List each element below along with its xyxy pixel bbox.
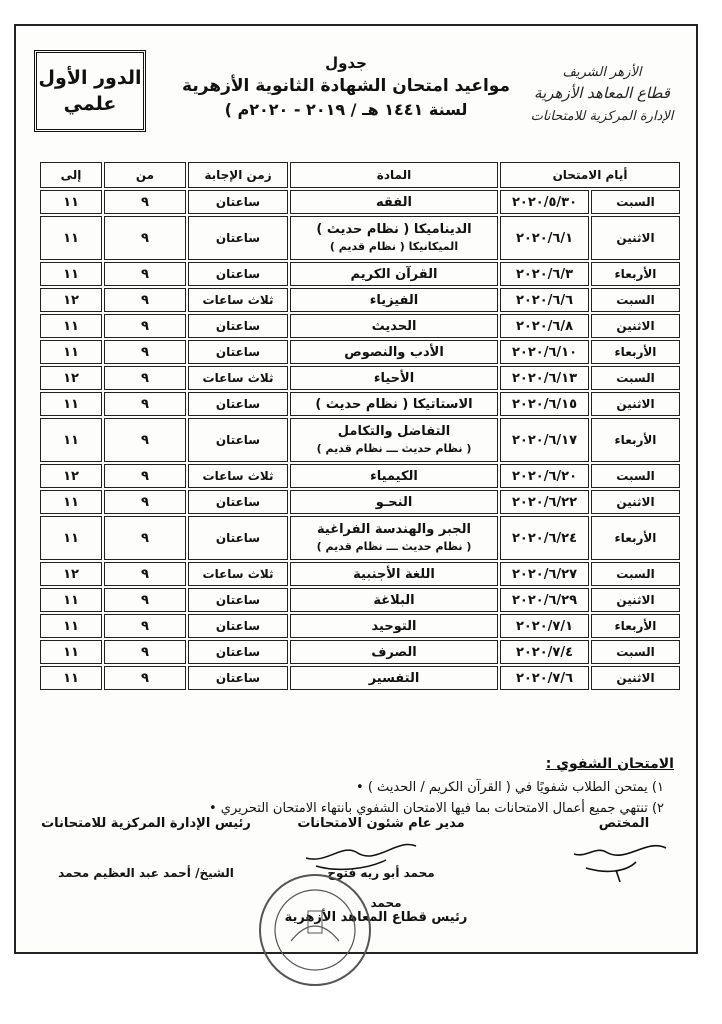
cell-to: ١١ xyxy=(40,190,102,214)
cell-date: ٢٠٢٠/٦/٨ xyxy=(500,314,589,338)
cell-day: السبت xyxy=(591,640,680,664)
table-row xyxy=(40,614,680,638)
table-row xyxy=(40,666,680,690)
oral-note-2: ٢) تنتهي جميع أعمال الامتحانات بما فيها الامتحان الشفوي بانتهاء الامتحان التحريري • xyxy=(208,801,664,816)
cell-duration: ساعتان xyxy=(188,216,288,260)
cell-to: ١١ xyxy=(40,666,102,690)
cell-subject xyxy=(290,640,498,664)
cell-date: ٢٠٢٠/٦/٢٤ xyxy=(500,516,589,560)
sector-head-name: محمد xyxy=(370,896,402,910)
cell-from: ٩ xyxy=(104,516,186,560)
cell-to: ١١ xyxy=(40,418,102,462)
round-box xyxy=(34,50,146,132)
cell-from: ٩ xyxy=(104,392,186,416)
cell-day: الاثنين xyxy=(591,392,680,416)
cell-day: السبت xyxy=(591,464,680,488)
cell-duration: ثلاث ساعات xyxy=(188,366,288,390)
table-row xyxy=(40,516,680,560)
table-row xyxy=(40,418,680,462)
cell-from: ٩ xyxy=(104,366,186,390)
cell-from: ٩ xyxy=(104,666,186,690)
cell-duration: ساعتان xyxy=(188,190,288,214)
table-row xyxy=(40,392,680,416)
cell-date: ٢٠٢٠/٦/٢٢ xyxy=(500,490,589,514)
cell-subject xyxy=(290,392,498,416)
official-seal xyxy=(256,871,374,989)
cell-day: السبت xyxy=(591,190,680,214)
cell-to: ١١ xyxy=(40,614,102,638)
cell-from: ٩ xyxy=(104,588,186,612)
subject-name: التفسير xyxy=(368,670,420,686)
subject-name: الكيمياء xyxy=(370,468,418,484)
cell-day: الاثنين xyxy=(591,216,680,260)
logo-text-3: الإدارة المركزية للامتحانات xyxy=(530,109,674,124)
cell-subject xyxy=(290,418,498,462)
cell-subject xyxy=(290,314,498,338)
subject-name: الديناميكا ( نظام حديث ) xyxy=(316,222,472,237)
table-row xyxy=(40,464,680,488)
cell-from: ٩ xyxy=(104,490,186,514)
subject-name: النحـو xyxy=(375,494,413,510)
cell-from: ٩ xyxy=(104,314,186,338)
cell-from: ٩ xyxy=(104,190,186,214)
cell-from: ٩ xyxy=(104,216,186,260)
cell-day: السبت xyxy=(591,288,680,312)
cell-day: السبت xyxy=(591,366,680,390)
cell-date: ٢٠٢٠/٦/٦ xyxy=(500,288,589,312)
cell-date: ٢٠٢٠/٧/٦ xyxy=(500,666,589,690)
oral-note-1: ١) يمتحن الطلاب شفويًا في ( القرآن الكريم / الحديث ) • xyxy=(356,780,664,795)
oral-heading: الامتحان الشفوي : xyxy=(545,756,674,772)
cell-subject xyxy=(290,562,498,586)
cell-day: الاثنين xyxy=(591,666,680,690)
subject-system: ( نظام حديث ـــ نظام قديم ) xyxy=(316,540,472,553)
cell-duration: ثلاث ساعات xyxy=(188,288,288,312)
table-row xyxy=(40,640,680,664)
table-row xyxy=(40,190,680,214)
exam-schedule-sheet xyxy=(14,24,698,954)
table-row xyxy=(40,262,680,286)
cell-day: الاثنين xyxy=(591,588,680,612)
cell-day: الاثنين xyxy=(591,314,680,338)
cell-from: ٩ xyxy=(104,340,186,364)
cell-to: ١٢ xyxy=(40,288,102,312)
cell-duration: ساعتان xyxy=(188,490,288,514)
subject-name: الجبر والهندسة الفراغية xyxy=(317,522,471,537)
cell-day: الأربعاء xyxy=(591,262,680,286)
table-row xyxy=(40,288,680,312)
cell-to: ١١ xyxy=(40,340,102,364)
cell-duration: ساعتان xyxy=(188,314,288,338)
cell-duration: ساعتان xyxy=(188,392,288,416)
table-header-row xyxy=(40,162,680,188)
specialist-signature-scribble xyxy=(566,834,676,884)
cell-subject xyxy=(290,490,498,514)
header-days: أيام الامتحان xyxy=(500,162,680,188)
cell-subject xyxy=(290,464,498,488)
subject-name: البلاغة xyxy=(373,592,415,608)
cell-to: ١١ xyxy=(40,216,102,260)
cell-day: السبت xyxy=(591,562,680,586)
cell-subject xyxy=(290,366,498,390)
cell-subject xyxy=(290,216,498,260)
subject-name: اللغة الأجنبية xyxy=(353,566,435,582)
subject-name: التفاضل والتكامل xyxy=(337,424,451,439)
cell-duration: ساعتان xyxy=(188,640,288,664)
cell-to: ١١ xyxy=(40,588,102,612)
cell-duration: ساعتان xyxy=(188,418,288,462)
central-head-name: الشيخ/ أحمد عبد العظيم محمد xyxy=(58,866,234,880)
document-title xyxy=(166,54,526,119)
cell-subject xyxy=(290,190,498,214)
cell-from: ٩ xyxy=(104,562,186,586)
subject-name: الفقه xyxy=(376,194,412,210)
cell-subject xyxy=(290,340,498,364)
title-line-2: مواعيد امتحان الشهادة الثانوية الأزهرية xyxy=(182,76,510,96)
cell-to: ١٢ xyxy=(40,464,102,488)
cell-day: الأربعاء xyxy=(591,614,680,638)
cell-subject xyxy=(290,588,498,612)
subject-name: القرآن الكريم xyxy=(350,266,438,282)
oral-exam-notes xyxy=(14,756,674,816)
cell-date: ٢٠٢٠/٦/١٠ xyxy=(500,340,589,364)
cell-date: ٢٠٢٠/٧/٤ xyxy=(500,640,589,664)
exam-director-signature xyxy=(286,816,476,831)
logo-text-2: قطاع المعاهد الأزهرية xyxy=(534,84,670,102)
cell-subject xyxy=(290,288,498,312)
subject-name: الاستاتيكا ( نظام حديث ) xyxy=(315,396,473,412)
subject-system: ( نظام حديث ـــ نظام قديم ) xyxy=(316,442,472,455)
cell-day: الاثنين xyxy=(591,490,680,514)
table-row xyxy=(40,366,680,390)
subject-name: الفيزياء xyxy=(369,292,419,308)
central-head-title: رئيس الإدارة المركزية للامتحانات xyxy=(41,816,251,831)
cell-to: ١١ xyxy=(40,516,102,560)
table-row xyxy=(40,314,680,338)
cell-date: ٢٠٢٠/٦/١٥ xyxy=(500,392,589,416)
exam-director-title: مدير عام شئون الامتحانات xyxy=(297,816,465,831)
header-to: إلى xyxy=(40,162,102,188)
table-row xyxy=(40,490,680,514)
title-line-1: جدول xyxy=(325,54,367,72)
cell-from: ٩ xyxy=(104,288,186,312)
logo-text-1: الأزهر الشريف xyxy=(562,65,642,80)
cell-date: ٢٠٢٠/٦/٣ xyxy=(500,262,589,286)
table-row xyxy=(40,588,680,612)
table-row xyxy=(40,216,680,260)
header-subject: المادة xyxy=(290,162,498,188)
specialist-title: المختص xyxy=(598,816,650,831)
title-line-3: لسنة ١٤٤١ هـ / ٢٠١٩ - ٢٠٢٠م ) xyxy=(224,100,468,119)
cell-duration: ساعتان xyxy=(188,666,288,690)
cell-day: الأربعاء xyxy=(591,516,680,560)
cell-from: ٩ xyxy=(104,640,186,664)
cell-date: ٢٠٢٠/٦/١٣ xyxy=(500,366,589,390)
cell-to: ١٢ xyxy=(40,562,102,586)
cell-day: الأربعاء xyxy=(591,418,680,462)
cell-duration: ساعتان xyxy=(188,588,288,612)
header-duration: زمن الإجابة xyxy=(188,162,288,188)
subject-name: التوحيد xyxy=(371,618,417,634)
cell-date: ٢٠٢٠/٥/٣٠ xyxy=(500,190,589,214)
exam-director-name: محمد أبو ريه فتوح xyxy=(327,866,435,880)
subject-name: الأدب والنصوص xyxy=(344,344,444,360)
subject-name: الأحياء xyxy=(373,370,415,386)
cell-date: ٢٠٢٠/٦/١٧ xyxy=(500,418,589,462)
cell-to: ١١ xyxy=(40,392,102,416)
cell-subject xyxy=(290,614,498,638)
subject-name: الحديث xyxy=(371,318,417,334)
exam-table xyxy=(38,160,682,692)
cell-duration: ثلاث ساعات xyxy=(188,464,288,488)
cell-from: ٩ xyxy=(104,464,186,488)
cell-duration: ثلاث ساعات xyxy=(188,562,288,586)
section-label: علمي xyxy=(63,93,117,115)
cell-date: ٢٠٢٠/٦/٢٧ xyxy=(500,562,589,586)
cell-duration: ساعتان xyxy=(188,614,288,638)
cell-date: ٢٠٢٠/٦/٢٠ xyxy=(500,464,589,488)
cell-duration: ساعتان xyxy=(188,516,288,560)
subject-system: الميكانيكا ( نظام قديم ) xyxy=(329,240,459,253)
subject-name: الصرف xyxy=(371,644,417,660)
cell-duration: ساعتان xyxy=(188,262,288,286)
central-head-signature xyxy=(36,816,256,831)
cell-subject xyxy=(290,262,498,286)
cell-duration: ساعتان xyxy=(188,340,288,364)
azhar-logo xyxy=(522,58,682,132)
cell-to: ١١ xyxy=(40,640,102,664)
cell-from: ٩ xyxy=(104,418,186,462)
cell-to: ١١ xyxy=(40,314,102,338)
cell-from: ٩ xyxy=(104,614,186,638)
cell-to: ١٢ xyxy=(40,366,102,390)
cell-to: ١١ xyxy=(40,490,102,514)
cell-subject xyxy=(290,666,498,690)
cell-to: ١١ xyxy=(40,262,102,286)
cell-subject xyxy=(290,516,498,560)
sector-head-title: رئيس قطاع المعاهد الأزهرية xyxy=(284,910,468,925)
cell-date: ٢٠٢٠/٧/١ xyxy=(500,614,589,638)
cell-from: ٩ xyxy=(104,262,186,286)
cell-date: ٢٠٢٠/٦/٢٩ xyxy=(500,588,589,612)
cell-day: الأربعاء xyxy=(591,340,680,364)
round-label: الدور الأول xyxy=(38,67,142,89)
table-row xyxy=(40,340,680,364)
specialist-signature xyxy=(574,816,674,831)
header-from: من xyxy=(104,162,186,188)
table-row xyxy=(40,562,680,586)
cell-date: ٢٠٢٠/٦/١ xyxy=(500,216,589,260)
